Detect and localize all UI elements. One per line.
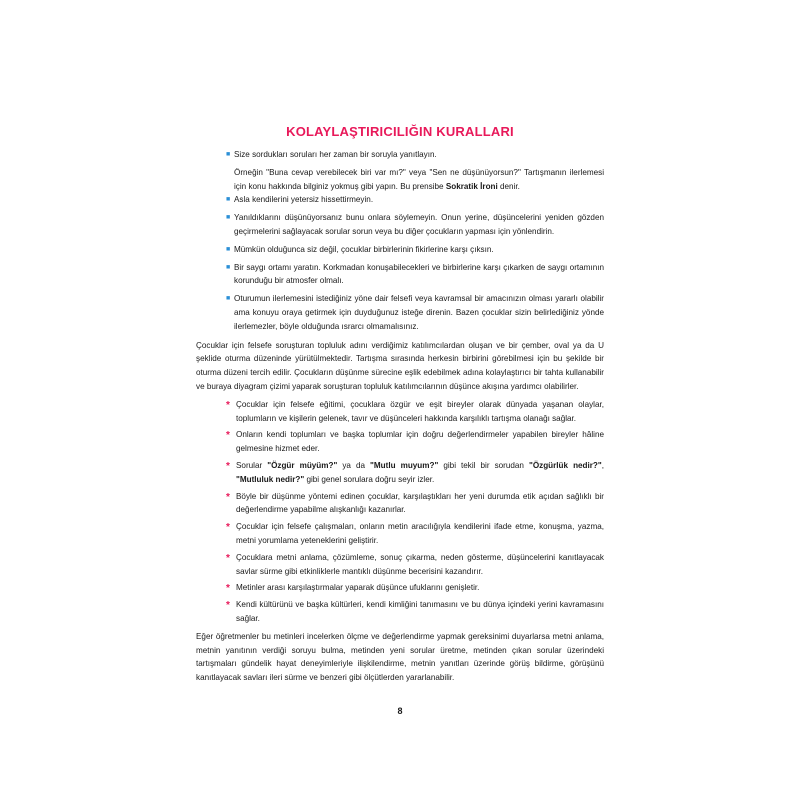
- benefit-text-part: ,: [601, 460, 605, 470]
- square-bullet-icon: ■: [226, 263, 231, 271]
- page-title: KOLAYLAŞTIRICILIĞIN KURALLARI: [286, 124, 514, 139]
- rules-list: [196, 148, 604, 162]
- rule-note: [196, 166, 604, 194]
- rules-list-continued: [196, 193, 604, 333]
- asterisk-bullet-icon: *: [226, 399, 230, 411]
- rule-text: Bir saygı ortamı yaratın. Korkmadan konuşabilecekleri ve birbirlerine karşı çıkarken de saygı ortamının korunduğu bir atmosfer olmalı.: [234, 262, 604, 286]
- benefit-text-part: ya da: [337, 460, 371, 470]
- list-item: [196, 551, 604, 579]
- question-free: "Özgür müyüm?": [267, 460, 338, 470]
- benefit-text: Metinler arası karşılaştırmalar yaparak düşünce ufuklarını genişletir.: [236, 583, 480, 593]
- list-item: [196, 193, 604, 207]
- asterisk-bullet-icon: *: [226, 460, 230, 472]
- question-freedom: "Özgürlük nedir?": [528, 460, 602, 470]
- list-item: [196, 459, 604, 487]
- page-content: [196, 148, 604, 685]
- benefit-text-part: gibi tekil bir sorudan: [438, 460, 529, 470]
- benefit-text: Kendi kültürünü ve başka kültürleri, kendi kimliğini tanımasını ve bu dünya içindeki yerini kavramasını sağlar.: [236, 600, 604, 623]
- intro-paragraph: Çocuklar için felsefe soruşturan topluluk adını verdiğimiz katılımcılardan oluşan ve bir çember, oval ya da U şeklide oturma düzeninde yürütülmektedir. Tartışma sırasında herkesin birbirini görebilmesi için bu şekilde bir oturma düzeni tercih edilir. Çocukların düşünme sürecine eşlik edebilmek adına kolaylaştırıcı bir tahta kullanabilir ve buraya diyagram çizimi yaparak soruşturan topluluk katılımcılarının düşünce akışına yardımcı olabilirler.: [196, 340, 604, 391]
- list-item: [196, 428, 604, 456]
- rule-text: Yanıldıklarını düşünüyorsanız bunu onlara söylemeyin. Onun yerine, düşüncelerini yeniden gözden geçirmelerini sağlayacak sorular sorun veya bu diğer çocukların yapması için yönlendirin.: [234, 213, 604, 236]
- square-bullet-icon: ■: [226, 295, 231, 303]
- rule-text: Mümkün olduğunca siz değil, çocuklar birbirlerinin fikirlerine karşı çıksın.: [234, 244, 494, 254]
- list-item: [196, 261, 604, 289]
- square-bullet-icon: ■: [226, 151, 231, 158]
- asterisk-bullet-icon: *: [226, 600, 230, 612]
- list-item: [196, 581, 604, 595]
- square-bullet-icon: ■: [226, 245, 231, 253]
- rule-note-end: denir.: [497, 181, 520, 191]
- benefit-text-part: gibi genel sorulara doğru seyir izler.: [304, 474, 435, 484]
- benefit-text: Onların kendi toplumları ve başka toplumlar için doğru değerlendirmeler yapabilen bireyler hâline gelmesine hizmet eder.: [236, 430, 604, 454]
- benefit-text: Böyle bir düşünme yöntemi edinen çocuklar, karşılaştıkları her yeni durumda etik açıdan sağlıklı bir değerlendirme yapabilme alışkanlığı kazanırlar.: [236, 491, 604, 515]
- asterisk-bullet-icon: *: [226, 430, 230, 442]
- asterisk-bullet-icon: *: [226, 491, 230, 503]
- list-item: [196, 243, 604, 257]
- list-item: [196, 598, 604, 626]
- benefit-text: [236, 461, 604, 484]
- asterisk-bullet-icon: *: [226, 552, 230, 564]
- rule-text: Oturumun ilerlemesini istediğiniz yöne dair felsefi veya kavramsal bir amacınızın olması yararlı olabilir ama konuyu oraya getirmek için duyduğunuz isteğe direnin. Bazen çocuklar sizin belirlediğiniz yönde ilerlemezler, böyle olduğunda ısrarcı olmamalısınız.: [234, 294, 604, 331]
- list-item: [196, 292, 604, 333]
- asterisk-bullet-icon: *: [226, 583, 230, 595]
- list-item: [196, 490, 604, 518]
- square-bullet-icon: ■: [226, 214, 231, 222]
- question-happiness: "Mutluluk nedir?": [236, 474, 305, 484]
- benefit-text: Çocuklar için felsefe çalışmaları, onların metin aracılığıyla kendilerini ifade etme, konuşma, yazma, metni yorumlama yeteneklerini geliştirir.: [236, 522, 604, 545]
- list-item: [196, 211, 604, 239]
- question-happy: "Mutlu muyum?": [370, 460, 439, 470]
- page-number: 8: [397, 706, 403, 716]
- benefit-text: Çocuklar için felsefe eğitimi, çocuklara özgür ve eşit bireyler olarak dünyada yaşanan olaylar, toplumların ve kişilerin gelenek, tavır ve düşünceleri hakkında karşılıklı tartışma olanağı sağlar.: [236, 399, 604, 423]
- rule-text: Size sordukları soruları her zaman bir soruyla yanıtlayın.: [234, 150, 437, 159]
- benefit-text-part: Sorular: [236, 460, 268, 470]
- square-bullet-icon: ■: [226, 196, 231, 204]
- rule-text: Asla kendilerini yetersiz hissettirmeyin.: [234, 195, 374, 205]
- list-item: [196, 148, 604, 162]
- asterisk-bullet-icon: *: [226, 522, 230, 534]
- benefit-text: Çocuklara metni anlama, çözümleme, sonuç çıkarma, neden gösterme, düşüncelerini kanıtlayacak savlar sürme gibi etkinliklerle mantıklı düşünme becerisini kazandırır.: [236, 552, 604, 576]
- rule-note-text: Örneğin "Buna cevap verebilecek biri var mı?" veya "Sen ne düşünüyorsun?" Tartışmanın ilerlemesi için konu hakkında bilginiz yokmuş gibi yapın. Bu prensibe: [234, 167, 604, 191]
- list-item: [196, 520, 604, 548]
- closing-paragraph: Eğer öğretmenler bu metinleri incelerken ölçme ve değerlendirme yapmak gereksinimi duyarlarsa metni anlama, metnin yanıtının verdiği soruyu bulma, metinden yeni sorular üretme, metinden çıkan sorular üzerindeki tartışmaları gündelik hayat deneyimleriyle ilişkilendirme, metnin yanıtları üzerinde görüş bildirme, görüşünü kanıtlayacak savları ileri sürme ve benzeri gibi ölçütlerden yararlanabilir.: [196, 631, 604, 683]
- list-item: [196, 398, 604, 426]
- benefits-list: [196, 398, 604, 626]
- socratic-irony-term: Sokratik İroni: [445, 181, 498, 191]
